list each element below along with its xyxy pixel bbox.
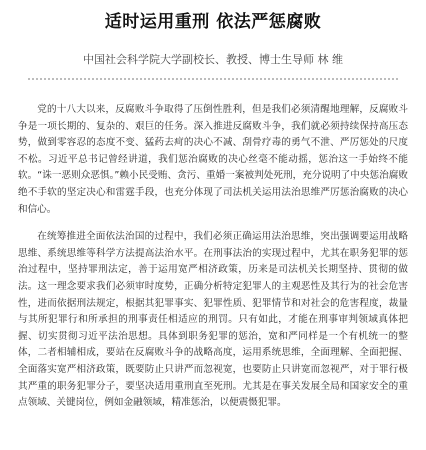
article-paragraph-2: 在统筹推进全面依法治国的过程中，我们必须正确运用法治思维，突出强调要运用战略思维、系统思维等科学方法提高法治水平。在刑事法治的实现过程中，尤其在职务犯罪的惩治过程中，坚持罪刑法定，善于运用宽严相济政策，历来是司法机关长期坚持、贯彻的做法。这一理念要求我们必须审时度势，正确分析特定犯罪人的主观恶性及其行为的社会危害性，进而依据刑法规定，根据其犯罪事实、犯罪性质、犯罪情节和对社会的危害程度，裁量与其所犯罪行和所承担的刑事责任相适应的刑罚。只有如此，才能在刑事审判领域真体把握、切实贯彻习近平法治思想。具体到职务犯罪的惩治，宽和严同样是一个有机统一的整体，二者相辅相成，要站在反腐败斗争的战略高度，运用系统思维，全面理解、全面把握、全面落实宽严相济政策，既要防止只讲严而忽视宽，也要防止只讲宽而忽视严，对于罪行极其严重的职务犯罪分子，要坚决适用重刑直至死刑。尤其是在事关发展全局和国家安全的重点领域、关键岗位，例如金融领域，精准惩治，以便震慑犯罪。 <box>18 231 408 409</box>
author-byline: 中国社会科学院大学副校长、教授、博士生导师 林 维 <box>83 53 343 66</box>
article-title: 适时运用重刑 依法严惩腐败 <box>104 12 322 32</box>
article-paragraph-1: 党的十八大以来，反腐败斗争取得了压倒性胜利，但是我们必须清醒地理解，反腐败斗争是一项长期的、复杂的、艰巨的任务。深入推进反腐败斗争，我们就必须持续保持高压态势，做到零容忍的态度不变、猛药去疴的决心不减、刮骨疗毒的勇气不泄、严厉惩处的尺度不松。习近平总书记曾经讲道，我们惩治腐败的决心丝毫不能动摇，惩治这一手始终不能软。“诛一恶则众恶惧。”赖小民受贿、贪污、重婚一案被判处死刑，充分说明了中央惩治腐败绝不手软的坚定决心和雷霆手段，也充分体现了司法机关运用法治思维严厉惩治腐败的决心和信心。 <box>18 104 408 215</box>
dotted-divider <box>28 78 398 80</box>
